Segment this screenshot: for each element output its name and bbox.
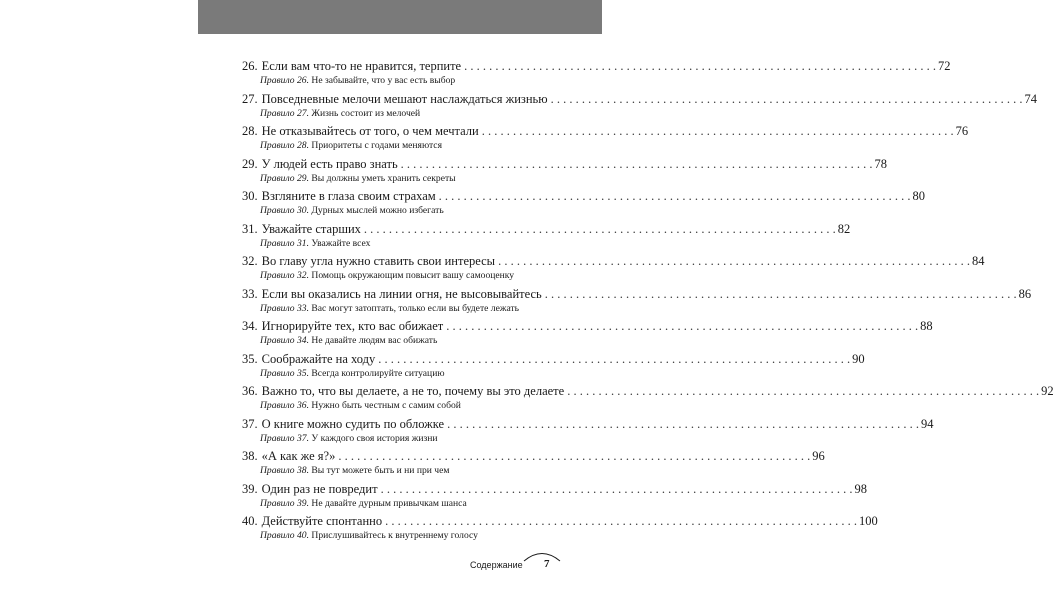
toc-entry-line bbox=[242, 481, 867, 497]
toc-entry-page: 72 bbox=[937, 59, 951, 73]
toc-entry-title: Действуйте спонтанно bbox=[261, 514, 383, 528]
toc-dot-leader bbox=[378, 351, 850, 367]
toc-rule-line bbox=[242, 529, 554, 542]
toc-rule-line bbox=[242, 139, 554, 152]
toc-rule-line bbox=[242, 334, 554, 347]
rule-label: Правило 33. bbox=[260, 302, 309, 314]
rule-label: Правило 35. bbox=[260, 367, 309, 379]
toc-entry-line bbox=[242, 253, 985, 269]
toc-entry-title: Повседневные мелочи мешают наслаждаться жизнью bbox=[261, 91, 548, 106]
header-band bbox=[198, 0, 602, 34]
rule-label: Правило 37. bbox=[260, 432, 309, 444]
toc-entry-title: «А как же я?» bbox=[261, 449, 336, 463]
toc-entry-page: 94 bbox=[920, 416, 934, 431]
toc-entry-line bbox=[242, 91, 1037, 107]
toc-entry bbox=[242, 58, 951, 91]
toc-entry-title: Во главу угла нужно ставить свои интересы bbox=[261, 254, 496, 268]
rule-text: Приоритеты с годами меняются bbox=[311, 140, 442, 151]
toc-entry bbox=[242, 318, 933, 351]
toc-dot-leader bbox=[551, 91, 1023, 107]
toc-entry-line bbox=[242, 351, 865, 367]
footer-arc-ornament bbox=[522, 548, 562, 562]
toc-entry-page: 100 bbox=[858, 514, 878, 528]
toc-rule-line bbox=[242, 399, 554, 412]
toc-dot-leader bbox=[338, 448, 810, 464]
toc-entry-page: 76 bbox=[955, 124, 969, 138]
toc-entry-line bbox=[242, 448, 825, 464]
toc-rule-line bbox=[242, 74, 554, 87]
toc-entry-page: 92 bbox=[1041, 384, 1054, 398]
rule-label: Правило 36. bbox=[260, 400, 309, 411]
toc-entry bbox=[242, 351, 865, 384]
toc-entry-number: 40. bbox=[242, 514, 258, 528]
toc-entry-number: 29. bbox=[242, 156, 258, 171]
toc-dot-leader bbox=[401, 156, 873, 172]
toc-rule-line bbox=[242, 107, 554, 120]
toc-entry-title: Уважайте старших bbox=[261, 221, 361, 236]
toc-entry bbox=[242, 253, 985, 286]
toc-entry bbox=[242, 383, 1054, 416]
toc-entry-number: 31. bbox=[242, 221, 258, 236]
toc-entry-number: 35. bbox=[242, 351, 258, 366]
rule-text: Всегда контролируйте ситуацию bbox=[311, 367, 445, 379]
toc-rule-line bbox=[242, 497, 554, 510]
toc-rule-line bbox=[242, 464, 554, 477]
toc-dot-leader bbox=[464, 58, 936, 74]
toc-rule-line bbox=[242, 204, 554, 217]
toc-rule-line bbox=[242, 237, 554, 250]
rule-text: Жизнь состоит из мелочей bbox=[311, 107, 421, 119]
toc-entry-title: Если вам что-то не нравится, терпите bbox=[261, 59, 462, 73]
toc-entry-number: 34. bbox=[242, 319, 258, 333]
toc-entry-page: 74 bbox=[1024, 91, 1037, 106]
rule-text: Помощь окружающим повысит вашу самооценку bbox=[311, 270, 515, 281]
toc-rule-line bbox=[242, 269, 554, 282]
rule-label: Правило 34. bbox=[260, 335, 309, 346]
rule-label: Правило 40. bbox=[260, 530, 309, 541]
rule-text: Нужно быть честным с самим собой bbox=[311, 400, 461, 411]
toc-entry bbox=[242, 416, 934, 449]
toc-entry-page: 98 bbox=[854, 481, 867, 496]
toc-entry-line bbox=[242, 123, 969, 139]
toc-entry-title: Не отказывайтесь от того, о чем мечтали bbox=[261, 124, 479, 138]
toc-entry-line bbox=[242, 318, 933, 334]
toc-entry-page: 78 bbox=[874, 156, 888, 171]
toc-entry-line bbox=[242, 156, 888, 172]
rule-text: У каждого своя история жизни bbox=[311, 432, 438, 444]
toc-entry-number: 28. bbox=[242, 124, 258, 138]
toc-entry-number: 32. bbox=[242, 254, 258, 268]
toc-dot-leader bbox=[439, 188, 911, 204]
rule-text: Уважайте всех bbox=[311, 237, 371, 249]
toc-entry-line bbox=[242, 286, 1032, 302]
rule-text: Не давайте людям вас обижать bbox=[311, 335, 438, 346]
toc-entry-page: 90 bbox=[852, 351, 865, 366]
toc-entry-title: О книге можно судить по обложке bbox=[261, 416, 445, 431]
toc-entry-number: 39. bbox=[242, 481, 258, 496]
toc-entry-number: 36. bbox=[242, 384, 258, 398]
toc-entry-page: 84 bbox=[971, 254, 985, 268]
toc-entry-line bbox=[242, 383, 1054, 399]
rule-text: Вас могут затоптать, только если вы будете лежать bbox=[311, 302, 520, 314]
toc-entry bbox=[242, 481, 867, 514]
toc-entry-title: Если вы оказались на линии огня, не высовывайтесь bbox=[261, 286, 542, 301]
rule-label: Правило 38. bbox=[260, 465, 309, 476]
toc-dot-leader bbox=[364, 221, 836, 237]
rule-label: Правило 30. bbox=[260, 205, 309, 216]
rule-label: Правило 26. bbox=[260, 75, 309, 86]
table-of-contents bbox=[242, 58, 1054, 546]
toc-dot-leader bbox=[545, 286, 1017, 302]
toc-entry-line bbox=[242, 188, 926, 204]
toc-entry-title: Соображайте на ходу bbox=[261, 351, 376, 366]
toc-dot-leader bbox=[385, 513, 857, 529]
toc-entry-page: 88 bbox=[920, 319, 933, 333]
rule-text: Не забывайте, что у вас есть выбор bbox=[311, 75, 456, 86]
toc-entry-page: 86 bbox=[1018, 286, 1032, 301]
toc-entry-number: 37. bbox=[242, 416, 258, 431]
toc-entry-page: 82 bbox=[837, 221, 851, 236]
toc-entry-number: 26. bbox=[242, 59, 258, 73]
rule-label: Правило 32. bbox=[260, 270, 309, 281]
toc-entry-number: 33. bbox=[242, 286, 258, 301]
toc-entry bbox=[242, 156, 888, 189]
rule-label: Правило 27. bbox=[260, 107, 309, 119]
toc-rule-line bbox=[242, 172, 554, 185]
rule-text: Дурных мыслей можно избегать bbox=[311, 205, 444, 216]
footer-section-label: Содержание bbox=[470, 560, 523, 570]
toc-entry-title: У людей есть право знать bbox=[261, 156, 398, 171]
rule-label: Правило 31. bbox=[260, 237, 309, 249]
rule-text: Прислушивайтесь к внутреннему голосу bbox=[311, 530, 478, 541]
toc-entry-title: Игнорируйте тех, кто вас обижает bbox=[261, 319, 444, 333]
toc-dot-leader bbox=[447, 416, 919, 432]
page-footer bbox=[470, 548, 570, 578]
toc-entry bbox=[242, 188, 926, 221]
toc-rule-line bbox=[242, 432, 554, 445]
toc-dot-leader bbox=[381, 481, 853, 497]
toc-entry-line bbox=[242, 513, 878, 529]
toc-entry bbox=[242, 513, 878, 546]
toc-entry-title: Один раз не повредит bbox=[261, 481, 378, 496]
toc-dot-leader bbox=[446, 318, 918, 334]
footer-page-number: 7 bbox=[544, 558, 550, 570]
toc-entry-line bbox=[242, 416, 934, 432]
toc-entry bbox=[242, 123, 969, 156]
rule-label: Правило 28. bbox=[260, 140, 309, 151]
toc-entry-number: 38. bbox=[242, 449, 258, 463]
rule-label: Правило 39. bbox=[260, 497, 309, 509]
toc-rule-line bbox=[242, 367, 554, 380]
toc-entry bbox=[242, 221, 851, 254]
toc-entry-line bbox=[242, 221, 851, 237]
toc-entry-line bbox=[242, 58, 951, 74]
toc-entry-title: Важно то, что вы делаете, а не то, почему вы это делаете bbox=[261, 384, 565, 398]
rule-text: Не давайте дурным привычкам шанса bbox=[311, 497, 467, 509]
toc-dot-leader bbox=[567, 383, 1039, 399]
toc-entry bbox=[242, 286, 1032, 319]
toc-entry bbox=[242, 448, 825, 481]
toc-dot-leader bbox=[482, 123, 954, 139]
rule-text: Вы тут можете быть и ни при чем bbox=[311, 465, 450, 476]
rule-text: Вы должны уметь хранить секреты bbox=[311, 172, 456, 184]
toc-entry-number: 30. bbox=[242, 189, 258, 203]
rule-label: Правило 29. bbox=[260, 172, 309, 184]
toc-entry-page: 80 bbox=[912, 189, 926, 203]
toc-rule-line bbox=[242, 302, 554, 315]
toc-entry-title: Взгляните в глаза своим страхам bbox=[261, 189, 436, 203]
toc-entry-number: 27. bbox=[242, 91, 258, 106]
toc-dot-leader bbox=[498, 253, 970, 269]
toc-entry-page: 96 bbox=[812, 449, 825, 463]
toc-entry bbox=[242, 91, 1037, 124]
